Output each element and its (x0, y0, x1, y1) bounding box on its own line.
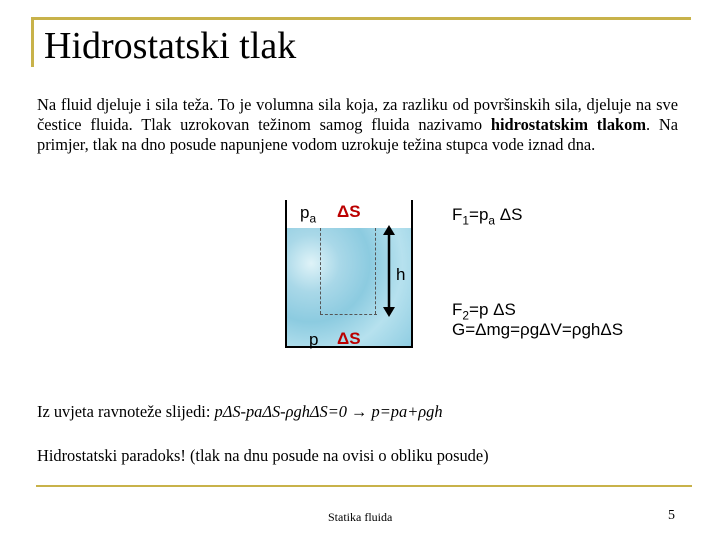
slide-title: Hidrostatski tlak (44, 25, 297, 67)
page-number: 5 (668, 508, 675, 523)
column-right-edge (375, 228, 376, 314)
top-area-label: ΔS (337, 202, 361, 221)
bottom-pressure-label: p (309, 330, 319, 349)
equilibrium-formula: pΔS-paΔS-ρghΔS=0 → p=pa+ρgh (214, 402, 443, 421)
paradox-text: Hidrostatski paradoks! (tlak na dnu posude na ovisi o obliku posude) (37, 446, 489, 465)
intro-paragraph (37, 95, 678, 155)
top-pressure-label: $p_a$ (300, 203, 317, 226)
footer-divider (36, 485, 692, 487)
equilibrium-prefix: Iz uvjeta ravnoteže slijedi: (37, 402, 215, 421)
equilibrium-line (37, 402, 443, 422)
weight-formula: G=Δmg=ρgΔV=ρghΔS (452, 320, 624, 339)
top-force-label: $F_1=p_a$ ΔS (452, 205, 523, 228)
intro-bold-term: hidrostatskim tlakom (490, 115, 646, 134)
title-accent-vertical (31, 17, 34, 67)
bottom-force-label: $F_2=p$ ΔS (452, 300, 516, 323)
column-left-edge (320, 228, 321, 314)
intro-text-2: . Na primjer, tlak na dno posude napunjene vodom uzrokuje težina stupca vode iznad dna. (37, 115, 679, 154)
title-accent-horizontal (31, 17, 691, 20)
container-left-wall (285, 200, 287, 347)
footer-title: Statika fluida (328, 510, 393, 524)
column-bottom-edge (320, 314, 377, 315)
intro-text-1: Na fluid djeluje i sila teža. To je volumna sila koja, za razliku od površinskih sila, djeluje na sve čestice fluida. Tlak uzrokovan težinom samog fluida nazivamo (37, 95, 678, 134)
bottom-area-label: ΔS (337, 329, 361, 348)
height-label: h (396, 265, 406, 284)
container-right-wall (411, 200, 413, 347)
